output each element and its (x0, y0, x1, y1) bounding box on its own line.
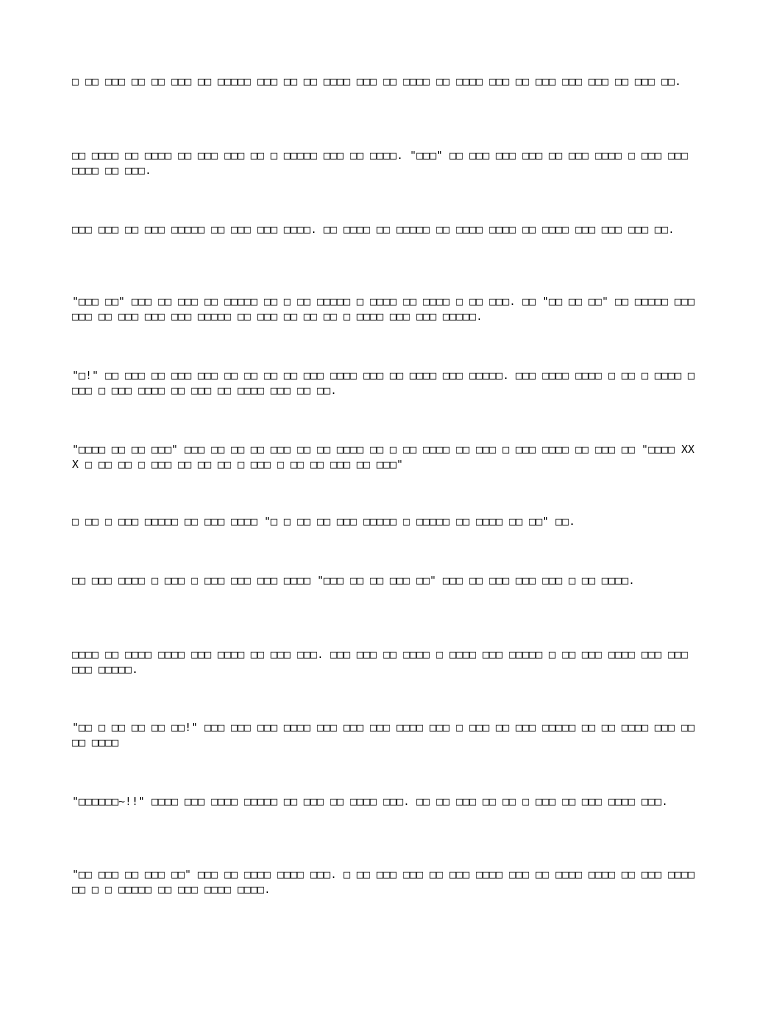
paragraph: □□□ □□□ □□ □□□ □□□□□ □□ □□□ □□□ □□□□. □□ □□□□ □□ □□□□□ □□ □□□□ □□□□ □□ □□□□ □□□ □□□ □□□ □□. (72, 223, 675, 236)
paragraph: "□□□□□□~!!" □□□□ □□□ □□□□ □□□□□ □□ □□□ □□ □□□□ □□□. □□ □□ □□□ □□ □□ □ □□□ □□ □□□ □□□□ □□□. (72, 795, 669, 808)
paragraph: "□!" □□ □□□ □□ □□□ □□□ □□ □□ □□ □□ □□□ □□□□ □□□ □□ □□□□ □□□ □□□□□. □□□ □□□□ □□□□ □ □□ □ □□□□ □□□□ □ □□□ □□□□ □□ □□□ □□ □□□□ □□□ □□ □□. (72, 369, 695, 397)
paragraph: "□□□ □□" □□□ □□ □□□ □□ □□□□□ □□ □ □□ □□□□□ □ □□□□ □□ □□□□ □ □□ □□□. □□ "□□ □□ □□" □□ □□□□□ □□□ □□□ □□ □□□ □□□ □□□ □□□□□ □□ □□□ □□ □□ □□ □ □□□□ □□□ □□□ □□□□□. (72, 295, 695, 323)
paragraph: □ □□ □ □□□ □□□□□ □□ □□□ □□□□ "□ □ □□ □□ □□□ □□□□□ □ □□□□□ □□ □□□□ □□ □□" □□. (72, 515, 576, 528)
paragraph: □ □□ □□□ □□ □□ □□□ □□ □□□□□ □□□ □□ □□ □□□□ □□□ □□ □□□□ □□ □□□□ □□□ □□ □□□ □□□ □□□ □□ □□□ □□. (72, 75, 682, 88)
paragraph: "□□ □□□ □□ □□□ □□" □□□ □□ □□□□ □□□□ □□□. □ □□ □□□ □□□ □□ □□□ □□□□ □□□ □□ □□□□ □□□□ □□ □□□ □□□□ □□ □ □ □□□□□ □□ □□□ □□□□ □□□□. (72, 868, 695, 896)
paragraph: □□ □□□□ □□ □□□□ □□ □□□ □□□ □□ □ □□□□□ □□□ □□ □□□□. "□□□" □□ □□□ □□□ □□□ □□ □□□ □□□□ □ □□□ □□□ □□□□ □□ □□□. (72, 149, 688, 177)
paragraph: □□□□ □□ □□□□ □□□□ □□□ □□□□ □□ □□□ □□□. □□□ □□□ □□ □□□□ □ □□□□ □□□ □□□□□ □ □□ □□□ □□□□ □□□ □□□ □□□ □□□□□. (72, 648, 688, 676)
paragraph: "□□□□ □□ □□ □□□" □□□ □□ □□ □□ □□□ □□ □□ □□□□ □□ □ □□ □□□□ □□ □□□ □ □□□ □□□□ □□ □□□ □□ "□□□□ XXX □ □□ □□ □ □□□ □□ □□ □□ □ □□□ □ □□ □□ □□□ □□ □□□" (72, 443, 695, 471)
paragraph: "□□ □ □□ □□ □□ □□!" □□□ □□□ □□□ □□□□ □□□ □□□ □□□ □□□□ □□□ □ □□□ □□ □□□ □□□□□ □□ □□ □□□□ □□□ □□□□ □□□□ (72, 721, 695, 749)
paragraph: □□ □□□ □□□□ □ □□□ □ □□□ □□□ □□□ □□□□ "□□□ □□ □□ □□□ □□" □□□ □□ □□□ □□□ □□□ □ □□ □□□□. (72, 574, 635, 587)
